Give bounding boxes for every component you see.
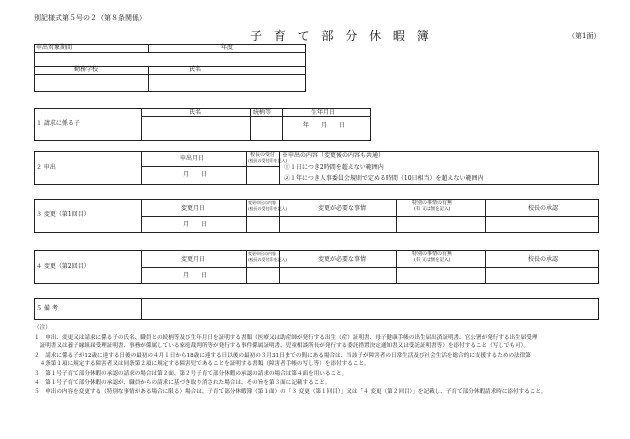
school-field[interactable] bbox=[35, 75, 147, 91]
birth-value: 年 月 日 bbox=[303, 122, 346, 129]
status-note-1: (有 又は無を記入) bbox=[414, 207, 451, 212]
change-date-value-1: 月 日 bbox=[183, 221, 208, 228]
option-1: ①１日につき2時間を超えない範囲内 bbox=[284, 164, 384, 171]
approval-header-2: 校長の承認 bbox=[528, 256, 559, 263]
apply-date-header: 申出月日 bbox=[180, 155, 205, 162]
page-label: （第1面） bbox=[568, 32, 601, 40]
section-4-label: ４ 変更（第2回目） bbox=[36, 263, 90, 270]
change-receipt-note-2: (校長の受付印を記入) bbox=[248, 257, 288, 262]
birth-header: 生年月日 bbox=[311, 109, 336, 116]
content-label: ※申出の内容（変更後の内容も共通） bbox=[282, 152, 385, 159]
reason-field-2[interactable] bbox=[280, 268, 395, 283]
section-1-label: １ 請求に係る子 bbox=[36, 120, 80, 127]
change-receipt-header-1: 変更申出の内容 bbox=[248, 200, 276, 205]
name-label: 氏名 bbox=[189, 66, 202, 73]
status-header-2: 特別の事情の有無 bbox=[412, 251, 453, 257]
note-5: ５ 申出の内容を変更する（特別な事情がある場合に限る）場合は、子育て部分休暇簿（第１面）の「３ 変更（第１回目）」又は「４ 変更（第２回目）」を記載し、子育て部分休暇請求時に添付すること。 bbox=[34, 389, 547, 395]
change-date-value-2: 月 日 bbox=[183, 272, 208, 279]
remarks-field[interactable] bbox=[142, 299, 598, 319]
change-receipt-note-1: (校長の受付印を記入) bbox=[248, 206, 288, 211]
note-2a: ２ 請求に係る子が12歳に達する日後の最初の４月１日から18歳に達する日以後の最初の３月31日までの間にある場合は、当該子が障害者の日常生活及び社会生活を総合的に支援するための法律第 bbox=[34, 353, 531, 359]
status-field-2[interactable] bbox=[397, 268, 484, 283]
child-name-header: 氏名 bbox=[189, 109, 202, 116]
section-2-label: ２ 申出 bbox=[36, 164, 56, 171]
principal-receipt-header: 校長の受付 bbox=[250, 152, 276, 158]
change-date-header-1: 変更月日 bbox=[181, 205, 206, 212]
relation-field[interactable] bbox=[251, 117, 281, 140]
approval-field-1[interactable] bbox=[486, 217, 598, 232]
note-1b: 証明書又は養子縁組届受理証明書、事務が係属している家庭裁判所等が発行する事件係属証明書、児童相談所長が発行する委託措置決定通知書又は受託証明書等）を添付すること（写しでも可）。 bbox=[34, 343, 530, 349]
note-1a: １ 申出、変更又は請求に係る子の氏名、職員との続柄等及び生年月日を証明する書類（医療又は助産師が発行する出生（産）証明書、母子健康手帳の出生届出済証明書、官公署が発行する出生届受理 bbox=[34, 335, 538, 341]
principal-stamp-field[interactable] bbox=[247, 167, 278, 184]
child-name-field[interactable] bbox=[142, 117, 249, 140]
form-title: 子 育 て 部 分 休 暇 簿 bbox=[250, 29, 433, 43]
reason-header-2: 変更が必要な事情 bbox=[318, 256, 367, 263]
section-5-label: ５ 備 考 bbox=[36, 305, 58, 312]
note-3: ３ 第１号子育て部分休暇の承認の請求の場合は第２面、第２号子育て部分休暇の承認の請求の場合は第４面を用いること。 bbox=[34, 371, 348, 377]
approval-header-1: 校長の承認 bbox=[528, 205, 559, 212]
status-header-1: 特別の事情の有無 bbox=[412, 200, 453, 206]
status-note-2: (有 又は無を記入) bbox=[414, 258, 451, 263]
option-2: ②１年につき人事委員会規則で定める時間（10日相当）を超えない範囲内 bbox=[284, 175, 484, 182]
reason-header-1: 変更が必要な事情 bbox=[318, 205, 367, 212]
reason-field-1[interactable] bbox=[280, 217, 395, 232]
apply-date-value: 月 日 bbox=[183, 171, 208, 178]
school-label: 勤務学校 bbox=[74, 66, 99, 73]
change-date-header-2: 変更月日 bbox=[181, 256, 206, 263]
principal-receipt-note: (校長の受付印を記入) bbox=[248, 158, 288, 163]
note-2b: ４条第１項に規定する障害者又は同条第２項に規定する障害児であることを証明する書類（障害者手帳の写し等）を添付すること。 bbox=[34, 361, 370, 367]
name-field[interactable] bbox=[149, 75, 305, 91]
notes-heading: （注） bbox=[34, 325, 51, 331]
status-field-1[interactable] bbox=[397, 217, 484, 232]
approval-field-2[interactable] bbox=[486, 268, 598, 283]
relation-header: 続柄等 bbox=[253, 109, 272, 116]
fiscal-year-label: 年度 bbox=[221, 44, 234, 51]
period-label: 申出対象期間 bbox=[36, 44, 73, 51]
form-number: 別記様式第５号の２（第８条関係） bbox=[34, 14, 146, 22]
change-receipt-header-2: 変更申出の内容 bbox=[248, 251, 276, 256]
section-3-label: ３ 変更（第1回目） bbox=[36, 211, 90, 218]
note-4: ４ 第１号子育て部分休暇の承認が、職員からの請求に基づき取り消された場合は、その旨を第３面に記載すること。 bbox=[34, 380, 331, 386]
